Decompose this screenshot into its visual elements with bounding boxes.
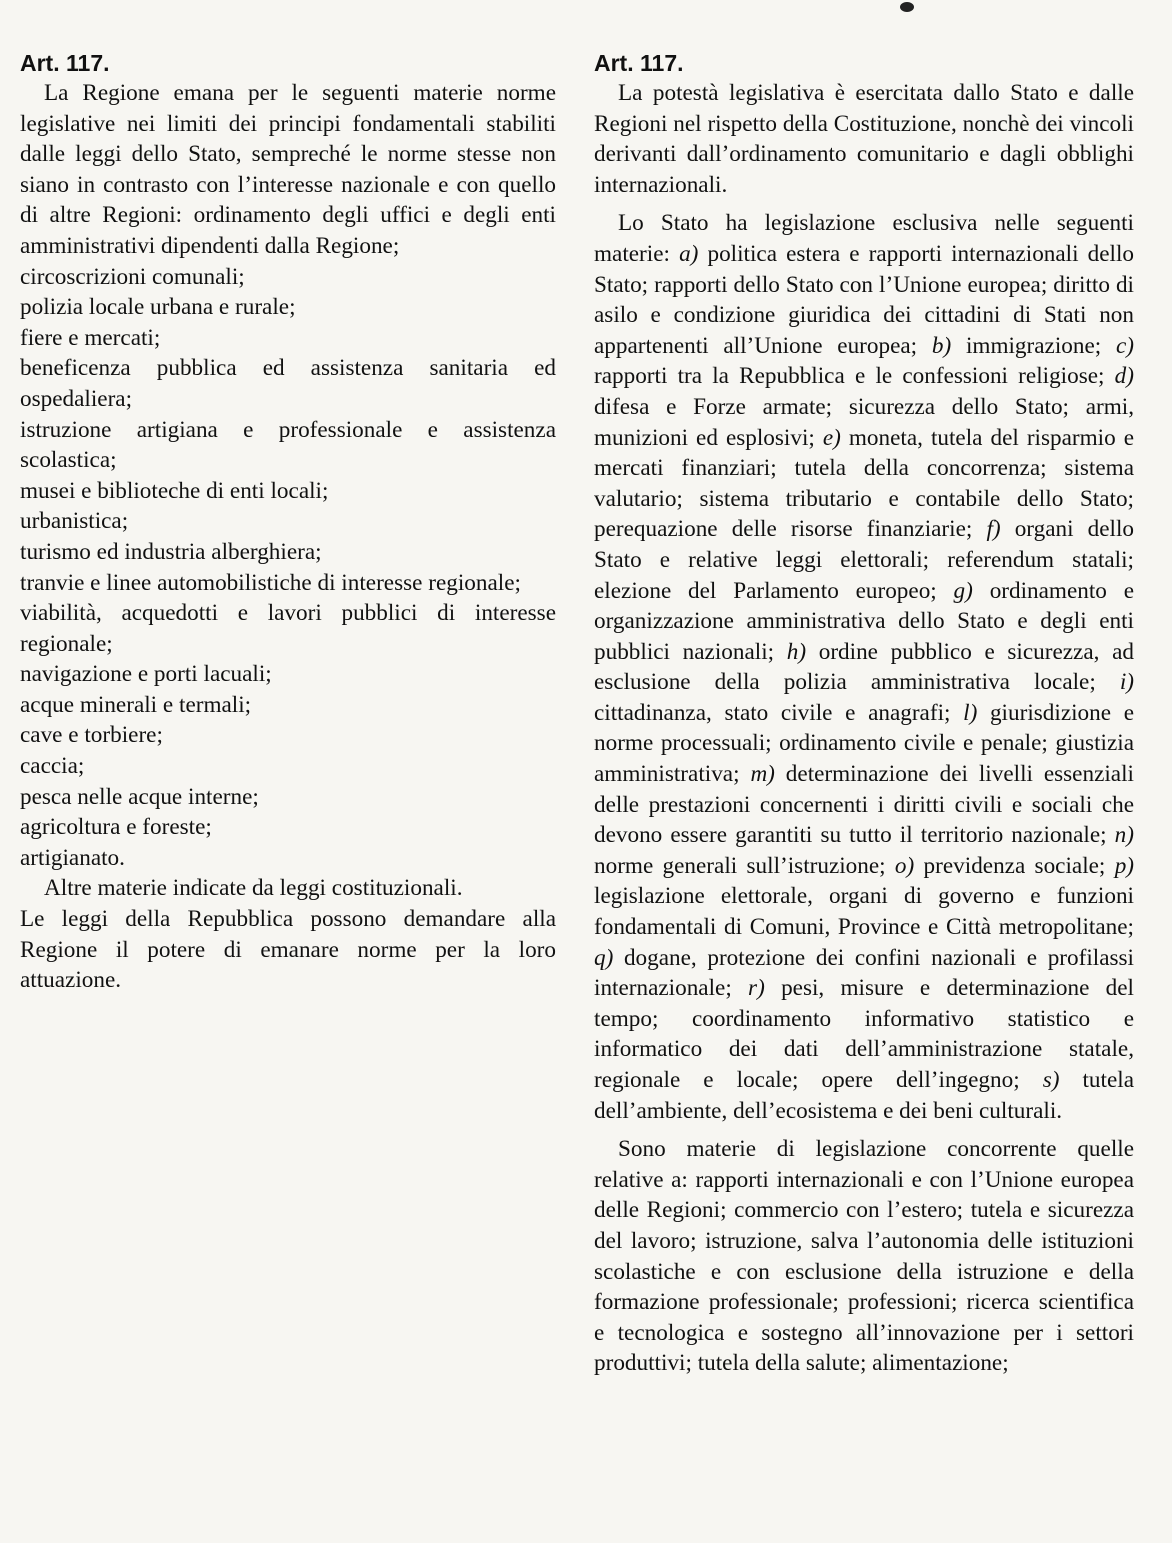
left-matters-list [20, 262, 556, 874]
list-item: tranvie e linee automobilistiche di interesse regionale; [20, 569, 521, 596]
letter-s: s) [1042, 1067, 1060, 1093]
list-item: beneficenza pubblica ed assistenza sanitaria ed ospedaliera; [20, 355, 556, 412]
letter-e: e) [822, 424, 841, 451]
list-item: turismo ed industria alberghiera; [20, 538, 322, 565]
left-other-matters: Altre materie indicate da leggi costituzionali. [44, 875, 463, 902]
list-item: viabilità, acquedotti e lavori pubblici di interesse regionale; [20, 600, 556, 657]
p2-intro: Lo Stato ha legislazione esclusiva nelle seguenti materie: [594, 210, 1134, 267]
list-item: fiere e mercati; [20, 324, 161, 351]
left-column-old-text [20, 48, 556, 996]
item-l-text: giurisdizione e norme processuali; ordinamento civile e penale; giustizia amministrativa; [594, 699, 1134, 788]
letter-q: q) [594, 944, 614, 971]
letter-a: a) [679, 240, 699, 267]
letter-p: p) [1114, 852, 1135, 879]
left-closing-paragraph: Le leggi della Repubblica possono demandare alla Regione il potere di emanare norme per la loro attuazione. [20, 906, 556, 994]
letter-g: g) [953, 577, 973, 604]
right-article-heading: Art. 117. [594, 50, 684, 76]
item-q-text: dogane, protezione dei confini nazionali e profilassi internazionale; [594, 944, 1134, 1002]
list-item: artigianato. [20, 844, 125, 871]
letter-f: f) [986, 516, 1001, 543]
item-s-text: tutela dell’ambiente, dell’ecosistema e dei beni culturali. [594, 1067, 1134, 1124]
item-m-text: determinazione dei livelli essenziali delle prestazioni concernenti i diritti civili e sociali che devono essere garantiti su tutto il territorio nazionale; [594, 761, 1134, 849]
letter-h: h) [786, 638, 807, 665]
right-column-new-text [594, 48, 1134, 1379]
list-item: navigazione e porti lacuali; [20, 661, 272, 688]
item-d-text: difesa e Forze armate; sicurezza dello Stato; armi, munizioni ed esplosivi; [594, 393, 1134, 451]
list-item: cave e torbiere; [20, 722, 163, 749]
letter-i: i) [1119, 669, 1134, 696]
list-item: urbanistica; [20, 508, 129, 535]
item-e-text: moneta, tutela del risparmio e mercati finanziari; tutela della concorrenza; sistema valutario; sistema tributario e contabile dello Stato; perequazione delle risorse finanziarie; [594, 424, 1134, 543]
list-item: polizia locale urbana e rurale; [20, 294, 296, 321]
letter-r: r) [748, 975, 765, 1002]
letter-d: d) [1114, 363, 1134, 390]
list-item: acque minerali e termali; [20, 691, 252, 718]
list-item: pesca nelle acque interne; [20, 783, 259, 810]
item-h-text: ordine pubblico e sicurezza, ad esclusione della polizia amministrativa locale; [594, 638, 1134, 696]
letter-o: o) [894, 852, 915, 879]
item-g-text: ordinamento e organizzazione amministrativa dello Stato e degli enti pubblici nazionali; [594, 577, 1134, 665]
left-article-heading: Art. 117. [20, 50, 110, 76]
item-r-text: pesi, misure e determinazione del tempo; coordinamento informativo statistico e informatico dei dati dell’amministrazione statale, regionale e locale; opere dell’ingegno; [594, 975, 1134, 1093]
letter-b: b) [931, 332, 952, 359]
item-f-text: organi dello Stato e relative leggi elettorali; referendum statali; elezione del Parlamento europeo; [594, 516, 1134, 604]
right-paragraph-3: Sono materie di legislazione concorrente quelle relative a: rapporti internazionali e con l’Unione europea delle Regioni; commercio con l’estero; tutela e sicurezza del lavoro; istruzione, salva l’autonomia delle istituzioni scolastiche e con esclusione della istruzione e della formazione professionale; professioni; ricerca scientifica e tecnologica e sostegno all’innovazione per i settori produttivi; tutela della salute; alimentazione; [594, 1136, 1134, 1377]
letter-n: n) [1114, 822, 1134, 849]
right-paragraph-2 [594, 208, 1134, 1126]
list-item: musei e biblioteche di enti locali; [20, 477, 329, 504]
letter-l: l) [963, 699, 978, 726]
item-c-text: rapporti tra la Repubblica e le confessioni religiose; [594, 363, 1115, 390]
item-a-text: politica estera e rapporti internazionali dello Stato; rapporti dello Stato con l’Unione europea; diritto di asilo e condizione giuridica dei cittadini di Stati non appartenenti all’Unione europea; [594, 240, 1135, 359]
letter-c: c) [1115, 332, 1134, 359]
item-b-text: immigrazione; [951, 332, 1116, 359]
item-i-text: cittadinanza, stato civile e anagrafi; [594, 699, 964, 726]
right-paragraph-1: La potestà legislativa è esercitata dallo Stato e dalle Regioni nel rispetto della Costituzione, nonchè dei vincoli derivanti dall’ordinamento comunitario e dagli obblighi internazionali. [594, 80, 1134, 198]
list-item: istruzione artigiana e professionale e assistenza scolastica; [20, 416, 556, 474]
item-o-text: previdenza sociale; [914, 852, 1115, 879]
item-p-text: legislazione elettorale, organi di governo e funzioni fondamentali di Comuni, Province e Città metropolitane; [594, 883, 1134, 941]
list-item: circoscrizioni comunali; [20, 263, 245, 290]
ink-smudge [900, 2, 914, 12]
letter-m: m) [750, 761, 775, 788]
item-n-text: norme generali sull’istruzione; [594, 852, 895, 879]
list-item: caccia; [20, 753, 85, 780]
left-intro-paragraph: La Regione emana per le seguenti materie norme legislative nei limiti dei principi fondamentali stabiliti dalle leggi dello Stato, sempreché le norme stesse non siano in contrasto con l’interesse nazionale e con quello di altre Regioni: ordinamento degli uffici e degli enti amministrativi dipendenti dalla Regione; [20, 80, 556, 259]
list-item: agricoltura e foreste; [20, 814, 212, 841]
